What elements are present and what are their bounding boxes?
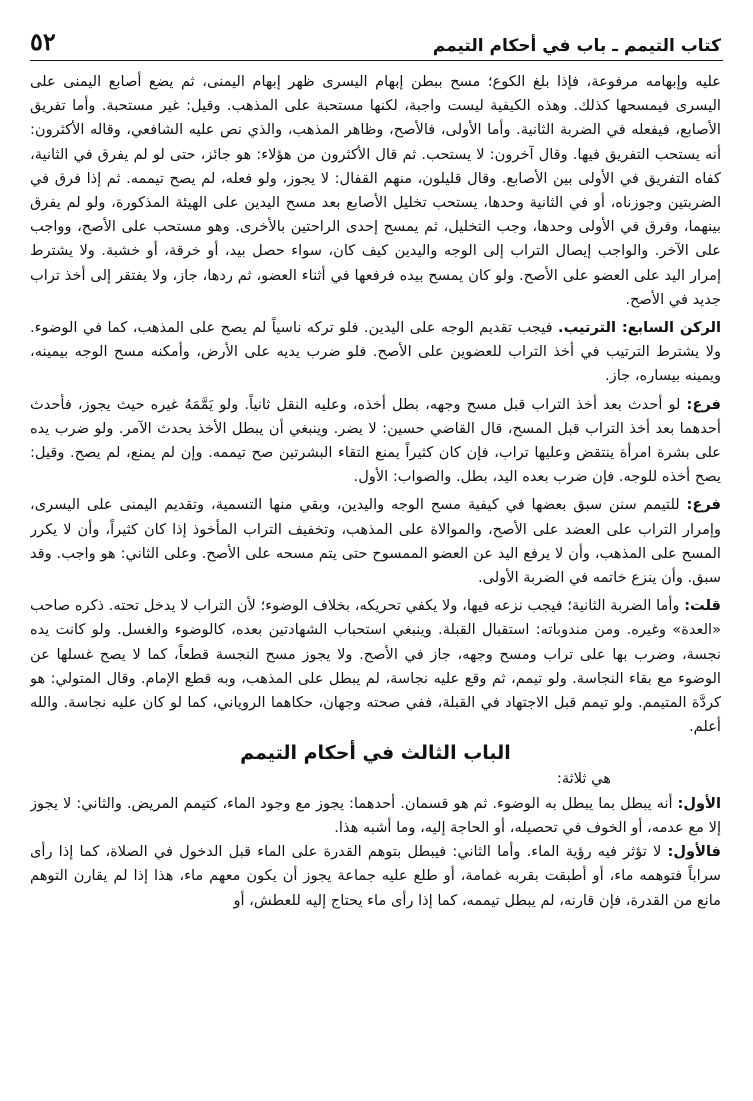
- paragraph-lead: فرع:: [686, 496, 721, 514]
- paragraph-lead: قلت:: [684, 597, 721, 615]
- paragraph: [30, 594, 721, 739]
- chapter-intro: هي ثلاثة:: [556, 770, 611, 788]
- paragraph-text: أنه يبطل بما يبطل به الوضوء. ثم هو قسمان. أحدهما: يجوز مع وجود الماء، كتيمم المريض. والثاني: لا يجوز إلا مع عدمه، أو الخوف في تحصيله، أو الحاجة إليه، وما أشبه هذا.: [30, 794, 721, 836]
- paragraph: [30, 393, 721, 490]
- paragraph: [30, 840, 721, 913]
- paragraph-text: عليه وإبهامه مرفوعة، فإذا بلغ الكوع؛ مسح ببطن إبهام اليسرى ظهر إبهام اليمنى، ثم يضع أصابع اليمنى على اليسرى فيمسحها كذلك. وهذه الكيفية ليست واجبة، لكنها مستحبة على المذهب. وقيل: غير مستحبة. وأما تفريق الأصابع، فيفعله في الضربة الثانية. وأما الأولى، فالأصح، وظاهر المذهب، والذي نص عليه الشافعي، وقاله الأكثرون: أنه يستحب التفريق فيها. وقال آخرون: لا يستحب. ثم قال الأكثرون من هؤلاء: هو جائز، حتى لو لم يفرق في الثانية، كفاه التفريق في الأولى بين الأصابع. وقال قليلون، منهم القفال: لا يجوز، ولو فعله، لم يصح تيممه. ثم إذا فرق في الضربتين وجوزناه، أو في الثانية وحدها، يستحب تخليل الأصابع بعد مسح اليدين على الهيئة المذكورة، ولو لم يفرق بينهما، وفرق في الأولى وحدها، وجب التخليل، ثم يمسح إحدى الراحتين بالأخرى. وهو مستحب على الأصح، وواجب على الآخر. والواجب إيصال التراب إلى الوجه واليدين كيف كان، سواء حصل بيد، أو خرقة، أو خشبة. ولا يشترط إمرار اليد على العضو على الأصح. ولو كان يمسح بيده فرفعها في أثناء العضو، ثم ردها، جاز، ولا يفتقر إلى أخذ تراب جديد في الأصح.: [30, 73, 721, 308]
- chapter-title: الباب الثالث في أحكام التيمم: [240, 742, 511, 765]
- paragraph: [30, 316, 721, 389]
- paragraph-text: لا تؤثر فيه رؤية الماء. وأما الثاني: فيبطل بتوهم القدرة على الماء قبل الدخول في الصلاة، كما إذا رأى سراباً فتوهمه ماء، أو أطبقت بقربه غمامة، أو طلع عليه جماعة يجوز أن يكون معهم ماء، هذا إذا لم يقارن التوهم مانع من القدرة، فإن قارنه، لم يبطل تيممه، كما إذا رأى ماء يحتاج إليه للعطش، أو: [30, 843, 721, 909]
- page-number: ٥٢: [30, 27, 56, 56]
- paragraph-text: وأما الضربة الثانية؛ فيجب نزعه فيها، ولا يكفي تحريكه، بخلاف الوضوء؛ لأن التراب لا يدخل تحته. ذكره صاحب «العدة» وغيره. ومن مندوباته: استقبال القبلة. وينبغي استحباب الشهادتين بعده، كالوضوء والغسل. ولو كانت يده نجسة، وضرب بها على تراب ومسح وجهه، جاز في الأصح. ولا يجوز مسح النجسة قطعاً، كما لا يصح غسلها عن الوضوء مع بقاء النجاسة. ولو تيمم، ثم وقع عليه نجاسة، لم يبطل على المذهب، وبه قطع الإمام. وقال المتولي: هو كردَّة المتيمم. ولو تيمم قبل الاجتهاد في القبلة، ففي صحته وجهان، حكاهما الروياني، كما لو كان عليه نجاسة. والله أعلم.: [30, 597, 721, 736]
- paragraph-lead: فالأول:: [667, 843, 721, 861]
- running-title: كتاب التيمم ـ باب في أحكام التيمم: [432, 36, 721, 56]
- running-header: [30, 26, 721, 56]
- paragraph: [30, 493, 721, 590]
- paragraph-text: فيجب تقديم الوجه على اليدين. فلو تركه ناسياً لم يصح على المذهب، كما في الوضوء. ولا يشترط الترتيب في أخذ التراب للعضوين على الأصح. فلو ضرب يديه على الأرض، وأمكنه مسح الوجه بيمينه، ويمينه بيساره، جاز.: [30, 319, 721, 385]
- paragraph: [30, 792, 721, 840]
- paragraph: [30, 70, 721, 312]
- paragraph-lead: الركن السابع: الترتيب.: [558, 319, 721, 337]
- page-body: [30, 70, 721, 1089]
- paragraph-lead: فرع:: [686, 395, 721, 413]
- paragraph-text: للتيمم سنن سبق بعضها في كيفية مسح الوجه واليدين، وبقي منها التسمية، وتقديم اليمنى على اليسرى، وإمرار التراب على العضد على الأصح، والموالاة على المذهب، وتخفيف التراب المأخوذ إذا كان كثيراً، وأن لا يكرر المسح على المذهب، وأن لا يرفع اليد عن العضو الممسوح حتى يتم مسحه على الأصح. وعلى الثاني: هو واجب. وقد سبق. وأن ينزع خاتمه في الضربة الأولى.: [30, 496, 721, 587]
- header-rule: [30, 60, 723, 61]
- paragraph-text: لو أحدث بعد أخذ التراب قبل مسح وجهه، بطل أخذه، وعليه النقل ثانياً. ولو يَمَّمَهُ غيره حيث يجوز، فأحدث أحدهما بعد أخذ التراب قبل المسح، قال القاضي حسين: لا يضر. وينبغي أن يبطل الأخذ بحدث الآمر. ولو ضرب يده على بشرة امرأة ينتقض وعليها تراب، فإن كان كثيراً يمنع التقاء البشرتين صح تيممه. وإن لم يمنع، لم يصح. وقيل: يصح أخذه للوجه. فإن ضرب بعده اليد، بطل. والصواب: الأول.: [30, 395, 721, 486]
- paragraph-lead: الأول:: [677, 794, 721, 812]
